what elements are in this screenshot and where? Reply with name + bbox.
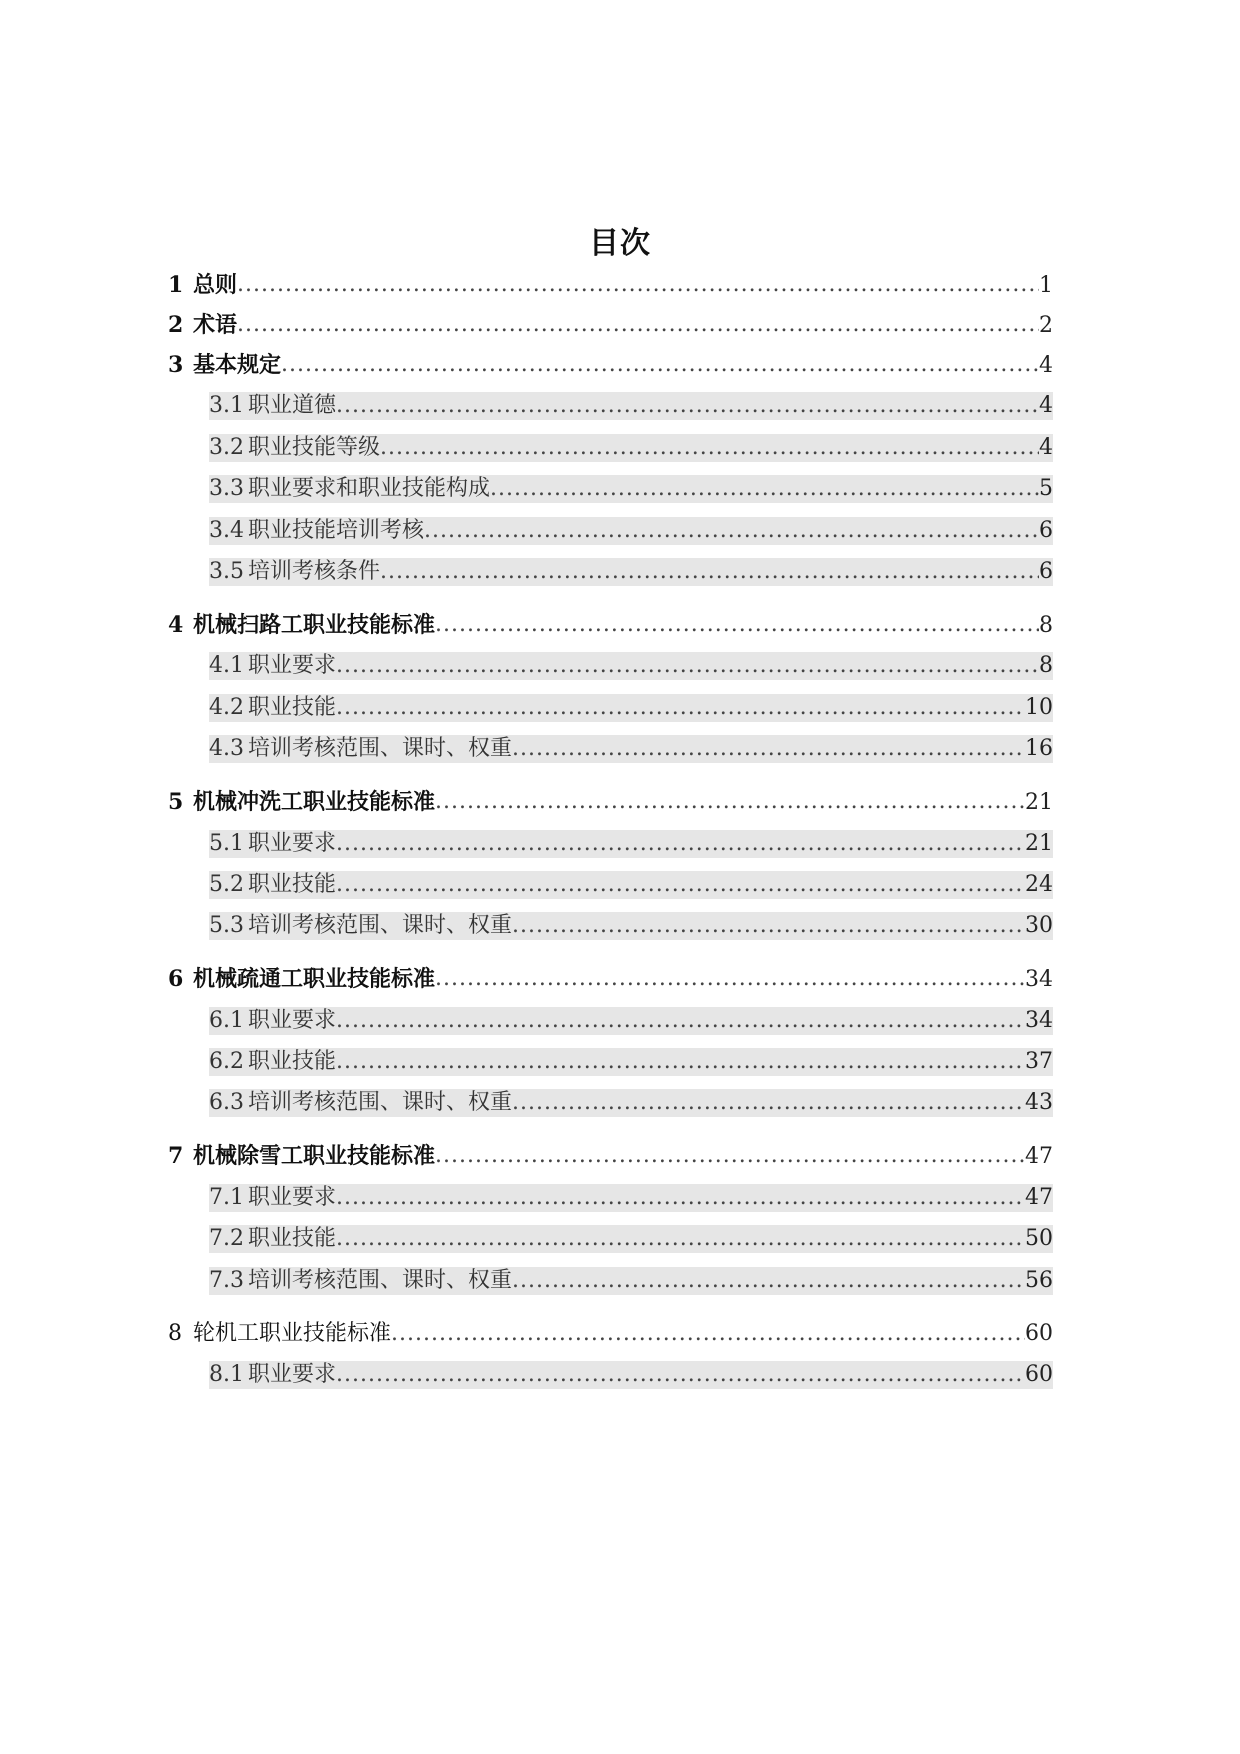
toc-entry-text: 总则	[193, 272, 238, 298]
toc-section-entry[interactable]	[209, 553, 1053, 591]
toc-entry-text: 职业技能	[248, 694, 337, 720]
toc-section-entry[interactable]	[209, 1262, 1053, 1300]
toc-entry-number: 3.4	[209, 517, 244, 543]
toc-section-entry[interactable]	[209, 387, 1053, 425]
toc-dot-leader	[512, 1089, 1025, 1117]
toc-page-number: 56	[1025, 1267, 1053, 1293]
toc-chapter-entry[interactable]	[168, 1137, 1053, 1175]
toc-entry-number: 7.2	[209, 1226, 244, 1252]
toc-section-entry[interactable]	[209, 907, 1053, 945]
toc-entry-number: 5	[168, 789, 184, 816]
toc-chapter-entry[interactable]	[168, 346, 1053, 384]
toc-page-number: 16	[1025, 736, 1053, 762]
toc-entry-text: 培训考核范围、课时、权重	[248, 736, 513, 762]
toc-entry-label	[168, 1315, 391, 1353]
toc-section-entry[interactable]	[209, 1356, 1053, 1394]
toc-entry-text: 职业要求	[248, 653, 337, 679]
page-title: 目次	[589, 226, 651, 261]
toc-entry-text: 职业技能	[248, 1226, 337, 1252]
toc-dot-leader	[490, 475, 1039, 503]
toc-entry-text: 职业技能等级	[248, 434, 381, 460]
toc-entry-number: 7	[168, 1143, 184, 1170]
toc-page-number: 30	[1025, 913, 1053, 939]
toc-entry-text: 机械冲洗工职业技能标准	[193, 789, 436, 816]
table-of-contents	[168, 266, 1053, 1394]
toc-dot-leader	[380, 434, 1039, 462]
toc-page-number: 47	[1025, 1144, 1053, 1170]
toc-page-number: 43	[1025, 1090, 1053, 1116]
toc-entry-text: 轮机工职业技能标准	[193, 1320, 392, 1346]
toc-page-number: 21	[1025, 830, 1053, 856]
toc-dot-leader	[512, 1267, 1025, 1295]
toc-dot-leader	[435, 788, 1025, 816]
toc-page-number: 6	[1039, 558, 1053, 584]
toc-entry-label	[209, 517, 424, 545]
toc-dot-leader	[435, 1142, 1025, 1170]
toc-entry-text: 培训考核范围、课时、权重	[248, 1090, 513, 1116]
toc-page-number: 37	[1025, 1049, 1053, 1075]
toc-entry-label	[209, 558, 380, 586]
toc-entry-number: 4	[168, 611, 184, 638]
toc-entry-text: 职业要求	[248, 830, 337, 856]
toc-entry-label	[209, 830, 336, 858]
toc-entry-number: 3	[168, 352, 184, 378]
toc-entry-text: 职业要求	[248, 1184, 337, 1210]
toc-dot-leader	[380, 558, 1039, 586]
toc-section-entry[interactable]	[209, 1043, 1053, 1081]
toc-entry-text: 职业要求和职业技能构成	[248, 476, 491, 502]
toc-entry-number: 4.2	[209, 694, 244, 720]
toc-entry-label	[209, 434, 380, 462]
toc-entry-number: 6.2	[209, 1049, 244, 1075]
toc-entry-label	[209, 912, 512, 940]
toc-section-entry[interactable]	[209, 429, 1053, 467]
toc-dot-leader	[336, 871, 1025, 899]
toc-dot-leader	[237, 271, 1039, 299]
toc-entry-number: 4.3	[209, 736, 244, 762]
toc-section-entry[interactable]	[209, 825, 1053, 863]
toc-entry-number: 3.2	[209, 434, 244, 460]
toc-page-number: 6	[1039, 517, 1053, 543]
toc-entry-text: 职业技能	[248, 1049, 337, 1075]
toc-chapter-entry[interactable]	[168, 606, 1053, 644]
toc-dot-leader	[336, 1048, 1025, 1076]
toc-dot-leader	[336, 1361, 1025, 1389]
toc-page-number: 8	[1039, 653, 1053, 679]
toc-entry-text: 机械除雪工职业技能标准	[193, 1143, 436, 1170]
toc-entry-number: 1	[168, 272, 184, 298]
toc-entry-text: 培训考核条件	[248, 558, 381, 584]
toc-entry-label	[168, 783, 435, 821]
toc-entry-text: 职业要求	[248, 1007, 337, 1033]
toc-entry-label	[209, 1267, 512, 1295]
toc-page-number: 34	[1025, 1007, 1053, 1033]
toc-entry-label	[209, 1184, 336, 1212]
toc-entry-number: 7.3	[209, 1267, 244, 1293]
toc-page-number: 50	[1025, 1226, 1053, 1252]
toc-dot-leader	[336, 1184, 1025, 1212]
toc-entry-label	[168, 606, 435, 644]
toc-entry-label	[168, 1137, 435, 1175]
toc-dot-leader	[424, 517, 1039, 545]
toc-page-number: 60	[1025, 1362, 1053, 1388]
toc-entry-label	[168, 306, 237, 344]
toc-section-entry[interactable]	[209, 1084, 1053, 1122]
toc-entry-number: 2	[168, 312, 184, 338]
toc-page-number: 10	[1025, 694, 1053, 720]
toc-entry-label	[168, 960, 435, 998]
toc-page-number: 21	[1025, 790, 1053, 816]
toc-entry-text: 基本规定	[193, 352, 282, 378]
toc-dot-leader	[512, 912, 1025, 940]
toc-entry-text: 职业要求	[248, 1362, 337, 1388]
toc-page-number: 24	[1025, 871, 1053, 897]
toc-entry-label	[209, 694, 336, 722]
toc-entry-number: 8.1	[209, 1362, 244, 1388]
toc-chapter-entry[interactable]	[168, 266, 1053, 304]
toc-entry-number: 8	[168, 1320, 182, 1346]
toc-entry-number: 5.3	[209, 913, 244, 939]
toc-section-entry[interactable]	[209, 866, 1053, 904]
toc-entry-label	[209, 652, 336, 680]
toc-section-entry[interactable]	[209, 512, 1053, 550]
toc-section-entry[interactable]	[209, 1002, 1053, 1040]
toc-entry-label	[209, 735, 512, 763]
toc-entry-number: 3.1	[209, 393, 244, 419]
toc-entry-label	[168, 346, 281, 384]
toc-dot-leader	[435, 965, 1025, 993]
toc-entry-label	[209, 1225, 336, 1253]
toc-section-entry[interactable]	[209, 689, 1053, 727]
toc-entry-number: 3.5	[209, 558, 244, 584]
toc-section-entry[interactable]	[209, 470, 1053, 508]
toc-chapter-entry[interactable]	[168, 1315, 1053, 1353]
toc-page-number: 1	[1039, 273, 1053, 298]
toc-dot-leader	[336, 392, 1039, 420]
toc-dot-leader	[391, 1320, 1025, 1348]
toc-section-entry[interactable]	[209, 1220, 1053, 1258]
toc-section-entry[interactable]	[209, 730, 1053, 768]
toc-entry-label	[209, 475, 490, 503]
toc-entry-number: 6.1	[209, 1007, 244, 1033]
toc-entry-text: 职业技能	[248, 871, 337, 897]
toc-dot-leader	[336, 830, 1025, 858]
toc-entry-text: 职业道德	[248, 393, 337, 419]
toc-section-entry[interactable]	[209, 647, 1053, 685]
toc-entry-number: 4.1	[209, 653, 244, 679]
toc-page-number: 5	[1039, 476, 1053, 502]
toc-entry-number: 6	[168, 966, 184, 993]
toc-entry-number: 5.1	[209, 830, 244, 856]
toc-page-number: 4	[1039, 353, 1053, 378]
toc-entry-text: 培训考核范围、课时、权重	[248, 1267, 513, 1293]
toc-dot-leader	[512, 735, 1025, 763]
toc-page-number: 34	[1025, 967, 1053, 993]
toc-chapter-entry[interactable]	[168, 960, 1053, 998]
toc-chapter-entry[interactable]	[168, 306, 1053, 344]
toc-entry-number: 3.3	[209, 476, 244, 502]
toc-entry-text: 机械疏通工职业技能标准	[193, 966, 436, 993]
toc-dot-leader	[435, 611, 1039, 639]
toc-page-number: 47	[1025, 1184, 1053, 1210]
toc-entry-number: 6.3	[209, 1090, 244, 1116]
toc-entry-label	[168, 266, 237, 304]
toc-dot-leader	[237, 311, 1039, 339]
toc-page-number: 4	[1039, 434, 1053, 460]
toc-section-entry[interactable]	[209, 1179, 1053, 1217]
toc-dot-leader	[336, 1225, 1025, 1253]
toc-entry-text: 机械扫路工职业技能标准	[193, 611, 436, 638]
toc-entry-label	[209, 1048, 336, 1076]
toc-entry-number: 5.2	[209, 871, 244, 897]
toc-page-number: 4	[1039, 393, 1053, 419]
toc-dot-leader	[281, 351, 1039, 379]
toc-entry-label	[209, 1007, 336, 1035]
toc-page-number: 8	[1039, 612, 1053, 638]
toc-entry-text: 职业技能培训考核	[248, 517, 425, 543]
toc-dot-leader	[336, 694, 1025, 722]
toc-page-number: 2	[1039, 313, 1053, 338]
toc-dot-leader	[336, 652, 1039, 680]
toc-page-number: 60	[1025, 1320, 1053, 1346]
toc-entry-text: 术语	[193, 312, 238, 338]
toc-entry-label	[209, 392, 336, 420]
toc-entry-number: 7.1	[209, 1184, 244, 1210]
toc-entry-text: 培训考核范围、课时、权重	[248, 913, 513, 939]
toc-chapter-entry[interactable]	[168, 783, 1053, 821]
toc-entry-label	[209, 1089, 512, 1117]
toc-dot-leader	[336, 1007, 1025, 1035]
toc-entry-label	[209, 1361, 336, 1389]
toc-entry-label	[209, 871, 336, 899]
